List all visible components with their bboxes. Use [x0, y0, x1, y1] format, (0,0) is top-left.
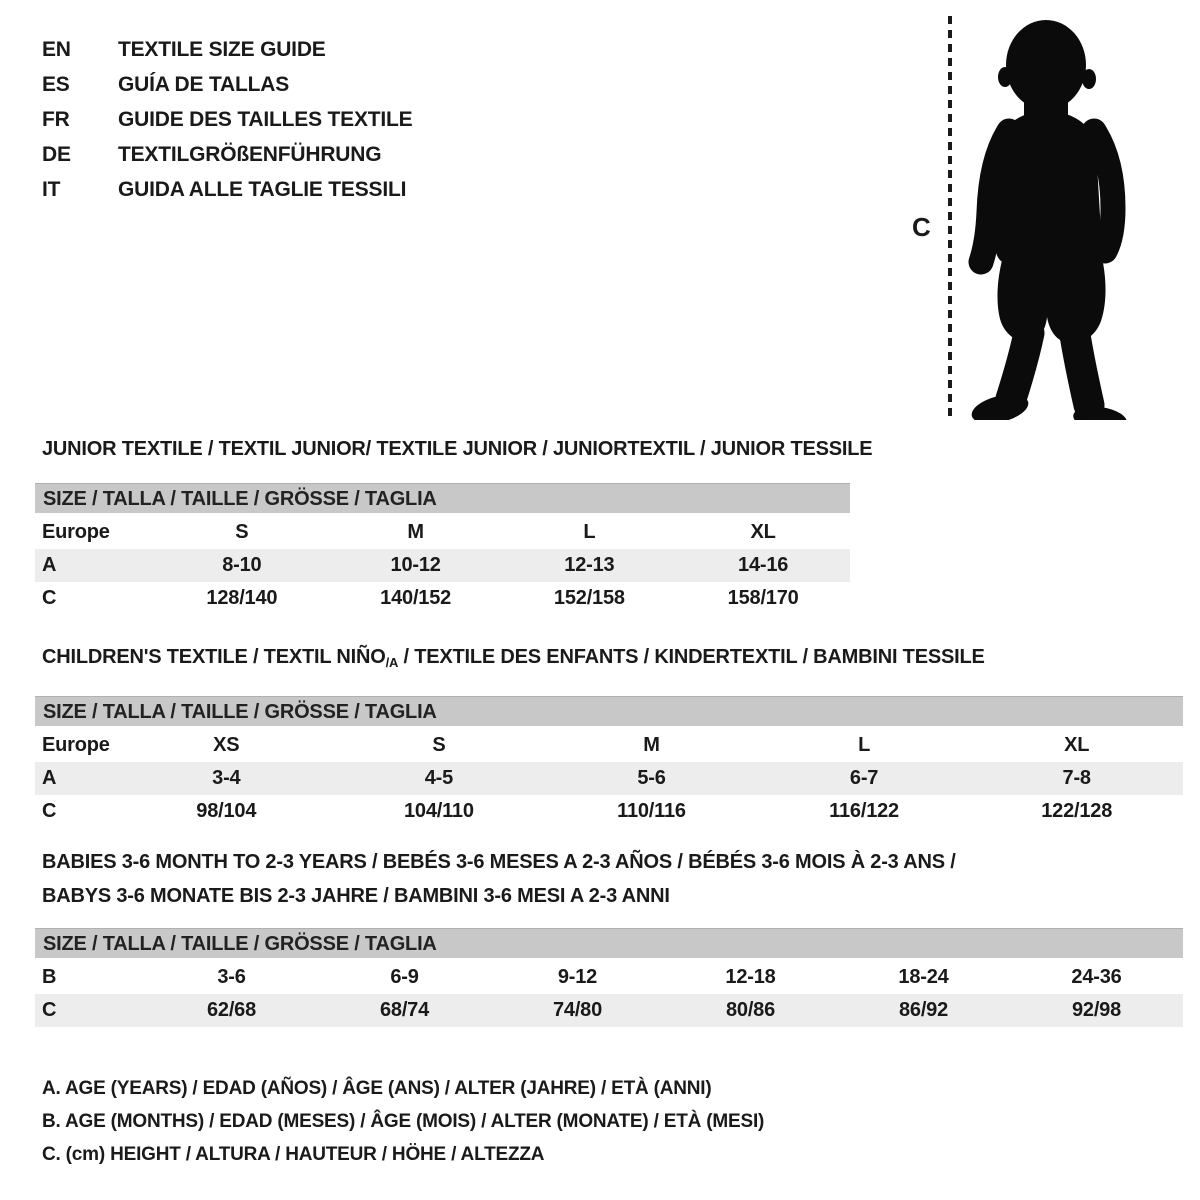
table-row: [35, 994, 1183, 1027]
title-text: / TEXTILE DES ENFANTS / KINDERTEXTIL / BAMBINI TESSILE: [398, 646, 985, 668]
cell-value: 128/140: [206, 587, 278, 609]
title-line-2: BABYS 3-6 MONATE BIS 2-3 JAHRE / BAMBINI 3-6 MESI A 2-3 ANNI: [42, 885, 670, 907]
cell-value: XL: [750, 521, 776, 543]
row-label: C: [42, 587, 57, 609]
language-row: [42, 67, 412, 102]
cell-value: 74/80: [552, 999, 603, 1021]
cell-value: 10-12: [390, 554, 441, 576]
cell-value: 8-10: [222, 554, 262, 576]
cell-value: XL: [1064, 734, 1090, 756]
language-title: GUÍA DE TALLAS: [118, 73, 290, 96]
cell-value: 5-6: [637, 767, 666, 789]
cell-value: L: [583, 521, 596, 543]
section-title-junior: JUNIOR TEXTILE / TEXTIL JUNIOR/ TEXTILE JUNIOR / JUNIORTEXTIL / JUNIOR TESSILE: [42, 438, 873, 460]
cell-value: XS: [213, 734, 240, 756]
language-title: TEXTILGRÖßENFÜHRUNG: [118, 143, 382, 166]
cell-value: 3-4: [212, 767, 241, 789]
language-list: [42, 32, 412, 207]
cell-value: 122/128: [1041, 800, 1113, 822]
cell-value: 7-8: [1062, 767, 1091, 789]
cell-value: 152/158: [553, 587, 625, 609]
footnote-line: A. AGE (YEARS) / EDAD (AÑOS) / ÂGE (ANS) / ALTER (JAHRE) / ETÀ (ANNI): [42, 1078, 712, 1099]
cell-value: 12-13: [564, 554, 615, 576]
row-label: B: [42, 966, 57, 988]
title-subscript: /A: [385, 655, 399, 670]
table-row: [35, 549, 850, 582]
cell-value: 80/86: [725, 999, 776, 1021]
table-row: [35, 729, 1183, 762]
language-row: [42, 32, 412, 67]
table-row: [35, 582, 850, 615]
cell-value: 92/98: [1071, 999, 1122, 1021]
row-label: Europe: [42, 734, 110, 756]
language-code: DE: [42, 143, 71, 166]
language-title: GUIDA ALLE TAGLIE TESSILI: [118, 178, 407, 201]
footnote-line: C. (cm) HEIGHT / ALTURA / HAUTEUR / HÖHE / ALTEZZA: [42, 1144, 545, 1165]
table-row: [35, 795, 1183, 828]
section-babies-textile: [35, 845, 1183, 1027]
row-label: C: [42, 800, 57, 822]
language-code: ES: [42, 73, 70, 96]
title-line-1: BABIES 3-6 MONTH TO 2-3 YEARS / BEBÉS 3-6 MESES A 2-3 AÑOS / BÉBÉS 3-6 MOIS À 2-3 ANS /: [42, 851, 956, 873]
cell-value: 9-12: [557, 966, 598, 988]
cell-value: 110/116: [617, 800, 686, 822]
cell-value: 6-9: [390, 966, 419, 988]
cell-value: 104/110: [403, 800, 474, 822]
row-label: Europe: [42, 521, 110, 543]
language-row: [42, 102, 412, 137]
language-row: [42, 172, 412, 207]
size-header-bar: SIZE / TALLA / TAILLE / GRÖSSE / TAGLIA: [35, 696, 1183, 726]
language-title: TEXTILE SIZE GUIDE: [118, 38, 326, 61]
row-label: A: [42, 554, 57, 576]
height-measure-label: C: [912, 212, 931, 242]
language-title: GUIDE DES TAILLES TEXTILE: [118, 108, 413, 131]
cell-value: 86/92: [898, 999, 949, 1021]
cell-value: S: [432, 734, 446, 756]
cell-value: 14-16: [738, 554, 789, 576]
cell-value: 24-36: [1071, 966, 1122, 988]
language-row: [42, 137, 412, 172]
cell-value: 4-5: [424, 767, 454, 789]
footnotes: [42, 1072, 764, 1171]
table-row: [35, 762, 1183, 795]
cell-value: M: [407, 521, 424, 543]
language-code: FR: [42, 108, 70, 131]
cell-value: S: [235, 521, 249, 543]
language-code: IT: [42, 178, 61, 201]
toddler-silhouette: [962, 15, 1142, 420]
height-measure-dashed-line: [948, 16, 952, 416]
section-children-textile: [35, 645, 1183, 828]
children-size-table: [35, 729, 1183, 828]
cell-value: 6-7: [849, 767, 879, 789]
cell-value: 140/152: [380, 587, 452, 609]
section-title-children: [42, 645, 1183, 675]
cell-value: 3-6: [217, 966, 246, 988]
cell-value: M: [643, 734, 660, 756]
junior-size-table: [35, 516, 850, 615]
cell-value: 116/122: [829, 800, 899, 822]
cell-value: L: [858, 734, 871, 756]
table-row: [35, 961, 1183, 994]
cell-value: 158/170: [727, 587, 799, 609]
cell-value: 12-18: [725, 966, 776, 988]
language-code: EN: [42, 38, 71, 61]
section-title-babies: [42, 845, 1183, 913]
table-row: [35, 516, 850, 549]
cell-value: 62/68: [206, 999, 257, 1021]
cell-value: 68/74: [379, 999, 430, 1021]
cell-value: 98/104: [196, 800, 257, 822]
cell-value: 18-24: [898, 966, 949, 988]
section-junior-textile: [35, 437, 873, 615]
size-header-bar: SIZE / TALLA / TAILLE / GRÖSSE / TAGLIA: [35, 483, 850, 513]
footnote-line: B. AGE (MONTHS) / EDAD (MESES) / ÂGE (MOIS) / ALTER (MONATE) / ETÀ (MESI): [42, 1111, 765, 1132]
size-header-bar: SIZE / TALLA / TAILLE / GRÖSSE / TAGLIA: [35, 928, 1183, 958]
title-text: CHILDREN'S TEXTILE / TEXTIL NIÑO: [42, 646, 386, 668]
row-label: C: [42, 999, 57, 1021]
babies-size-table: [35, 961, 1183, 1027]
row-label: A: [42, 767, 57, 789]
